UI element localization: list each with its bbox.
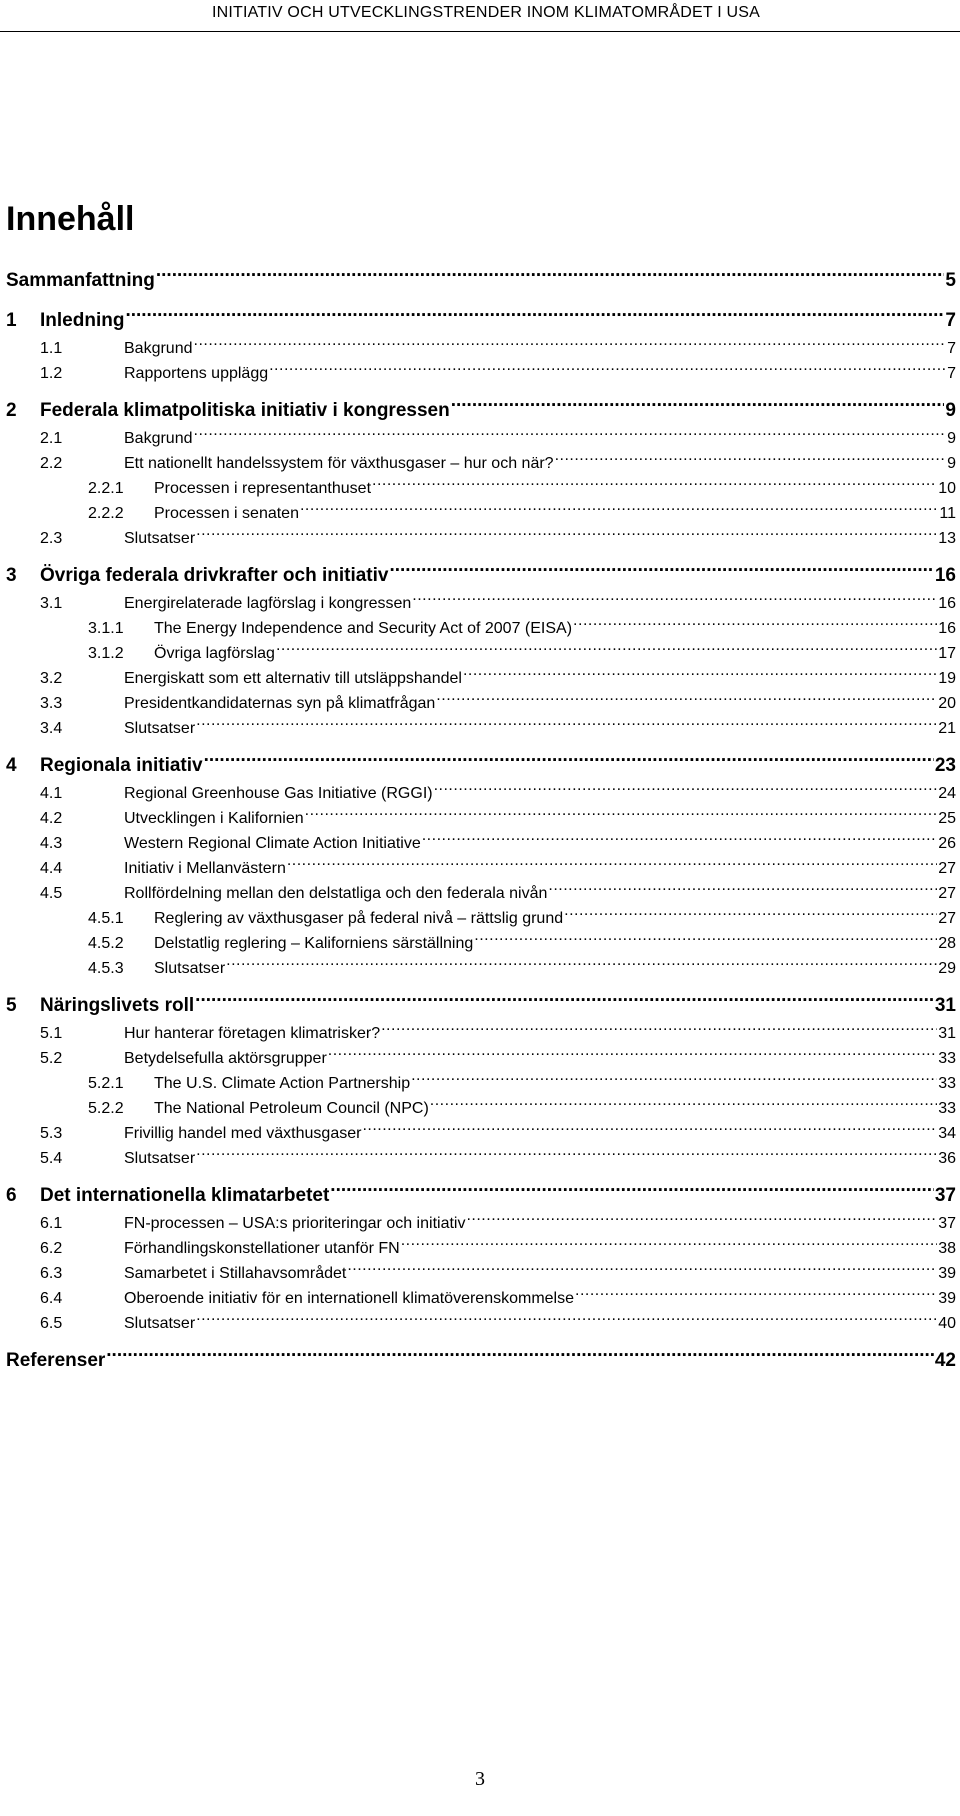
toc-entry-number: 6.4 xyxy=(40,1290,63,1307)
toc-entry-page: 9 xyxy=(947,430,956,447)
toc-entry-title: Energirelaterade lagförslag i kongressen xyxy=(124,595,412,612)
toc-entry-number: 2 xyxy=(6,400,17,421)
toc-entry-title: The Energy Independence and Security Act of 2007 (EISA) xyxy=(154,620,573,637)
toc-entry[interactable] xyxy=(6,1286,956,1311)
toc-entry-number: 6.2 xyxy=(40,1240,63,1257)
toc-entry[interactable] xyxy=(6,991,956,1021)
toc-dot-leader xyxy=(196,527,937,543)
toc-heading: Innehåll xyxy=(6,200,135,238)
toc-entry[interactable] xyxy=(6,1096,956,1121)
toc-entry-page: 24 xyxy=(938,785,956,802)
page-number: 3 xyxy=(475,1768,485,1790)
toc-dot-leader xyxy=(463,667,937,683)
toc-entry-page: 33 xyxy=(938,1100,956,1117)
toc-entry-title: Slutsatser xyxy=(124,1315,196,1332)
toc-entry-page: 16 xyxy=(938,620,956,637)
toc-entry-page: 29 xyxy=(938,960,956,977)
toc-entry-page: 37 xyxy=(938,1215,956,1232)
toc-entry-number: 4.1 xyxy=(40,785,63,802)
toc-entry-title: Betydelsefulla aktörsgrupper xyxy=(124,1050,327,1067)
toc-entry-title: Referenser xyxy=(6,1350,106,1371)
toc-entry-title: Utvecklingen i Kalifornien xyxy=(124,810,304,827)
toc-entry-number: 1.1 xyxy=(40,340,63,357)
toc-entry-number: 1.2 xyxy=(40,365,63,382)
toc-entry-title: Rapportens upplägg xyxy=(124,365,269,382)
toc-entry-number: 5.4 xyxy=(40,1150,63,1167)
toc-entry-title: Regionala initiativ xyxy=(40,755,203,776)
toc-entry-page: 5 xyxy=(945,270,956,291)
toc-entry[interactable] xyxy=(6,1121,956,1146)
toc-entry-title: Federala klimatpolitiska initiativ i kongressen xyxy=(40,400,450,421)
toc-entry-page: 20 xyxy=(938,695,956,712)
toc-dot-leader xyxy=(362,1122,937,1138)
toc-entry-page: 39 xyxy=(938,1290,956,1307)
toc-entry-title: Slutsatser xyxy=(124,1150,196,1167)
page-header xyxy=(0,0,960,31)
toc-entry[interactable] xyxy=(6,666,956,691)
toc-dot-leader xyxy=(226,957,937,973)
toc-entry-page: 11 xyxy=(939,505,956,522)
toc-entry-title: Western Regional Climate Action Initiative xyxy=(124,835,421,852)
toc-entry-page: 10 xyxy=(938,480,956,497)
toc-entry[interactable] xyxy=(6,476,956,501)
toc-entry-page: 33 xyxy=(938,1075,956,1092)
toc-entry[interactable] xyxy=(6,1181,956,1211)
toc-entry-number: 4 xyxy=(6,755,17,776)
toc-dot-leader xyxy=(194,337,947,353)
toc-entry[interactable] xyxy=(6,931,956,956)
toc-entry[interactable] xyxy=(6,1311,956,1336)
toc-entry-number: 4.4 xyxy=(40,860,63,877)
toc-entry-number: 4.5.2 xyxy=(88,935,124,952)
toc-entry-number: 2.2.2 xyxy=(88,505,124,522)
toc-entry-number: 4.5.1 xyxy=(88,910,124,927)
toc-entry-page: 7 xyxy=(945,310,956,331)
toc-dot-leader xyxy=(548,882,937,898)
toc-dot-leader xyxy=(156,267,945,286)
toc-entry-number: 3.4 xyxy=(40,720,63,737)
toc-entry-number: 5.2 xyxy=(40,1050,63,1067)
toc-entry-number: 1 xyxy=(6,310,17,331)
toc-entry[interactable] xyxy=(6,1346,956,1376)
toc-entry-title: Processen i senaten xyxy=(154,505,299,522)
toc-entry-page: 36 xyxy=(938,1150,956,1167)
toc-entry-page: 19 xyxy=(938,670,956,687)
toc-dot-leader xyxy=(269,362,946,378)
toc-entry-title: Samarbetet i Stillahavsområdet xyxy=(124,1265,347,1282)
toc-entry-page: 17 xyxy=(938,645,956,662)
toc-entry[interactable] xyxy=(6,1021,956,1046)
toc-entry-title: Inledning xyxy=(40,310,125,331)
toc-dot-leader xyxy=(422,832,937,848)
toc-entry-title: Näringslivets roll xyxy=(40,995,195,1016)
toc-dot-leader xyxy=(328,1047,937,1063)
toc-entry-page: 25 xyxy=(938,810,956,827)
toc-entry-page: 27 xyxy=(938,860,956,877)
toc-entry-title: Bakgrund xyxy=(124,340,193,357)
toc-entry-title: Rollfördelning mellan den delstatliga och den federala nivån xyxy=(124,885,548,902)
toc-entry-page: 28 xyxy=(938,935,956,952)
toc-entry-number: 4.5.3 xyxy=(88,960,124,977)
toc-entry-page: 34 xyxy=(938,1125,956,1142)
toc-entry[interactable] xyxy=(6,1071,956,1096)
table-of-contents xyxy=(6,266,956,1376)
toc-entry-page: 26 xyxy=(938,835,956,852)
toc-entry-number: 2.2 xyxy=(40,455,63,472)
toc-entry-title: Bakgrund xyxy=(124,430,193,447)
toc-dot-leader xyxy=(474,932,937,948)
toc-entry-page: 21 xyxy=(938,720,956,737)
toc-entry[interactable] xyxy=(6,781,956,806)
toc-entry-title: Regional Greenhouse Gas Initiative (RGGI) xyxy=(124,785,433,802)
toc-entry-page: 33 xyxy=(938,1050,956,1067)
toc-entry[interactable] xyxy=(6,1261,956,1286)
toc-entry-page: 16 xyxy=(934,565,956,586)
toc-entry-title: Förhandlingskonstellationer utanför FN xyxy=(124,1240,400,1257)
toc-entry-page: 9 xyxy=(947,455,956,472)
toc-entry[interactable] xyxy=(6,426,956,451)
toc-entry-title: Delstatlig reglering – Kaliforniens särställning xyxy=(154,935,474,952)
toc-entry[interactable] xyxy=(6,806,956,831)
toc-entry-number: 5.1 xyxy=(40,1025,63,1042)
toc-entry-page: 38 xyxy=(938,1240,956,1257)
toc-entry-page: 7 xyxy=(947,340,956,357)
toc-dot-leader xyxy=(430,1097,937,1113)
toc-entry-number: 2.2.1 xyxy=(88,480,124,497)
toc-entry-number: 3.3 xyxy=(40,695,63,712)
toc-entry[interactable] xyxy=(6,641,956,666)
toc-entry-page: 27 xyxy=(938,885,956,902)
toc-entry-number: 3.1 xyxy=(40,595,63,612)
toc-dot-leader xyxy=(196,1147,937,1163)
toc-dot-leader xyxy=(389,562,933,581)
toc-entry-number: 6.3 xyxy=(40,1265,63,1282)
toc-entry-page: 23 xyxy=(934,755,956,776)
toc-entry-page: 40 xyxy=(938,1315,956,1332)
toc-entry[interactable] xyxy=(6,501,956,526)
toc-entry-number: 4.2 xyxy=(40,810,63,827)
toc-entry-title: Slutsatser xyxy=(124,720,196,737)
toc-dot-leader xyxy=(434,782,938,798)
toc-dot-leader xyxy=(436,692,937,708)
toc-dot-leader xyxy=(276,642,937,658)
toc-dot-leader xyxy=(300,502,938,518)
toc-dot-leader xyxy=(573,617,937,633)
toc-entry-title: Initiativ i Mellanvästern xyxy=(124,860,286,877)
toc-entry[interactable] xyxy=(6,691,956,716)
toc-dot-leader xyxy=(106,1347,934,1366)
toc-entry-title: Ett nationellt handelssystem för växthusgaser – hur och när? xyxy=(124,455,554,472)
toc-entry-title: Presidentkandidaternas syn på klimatfrågan xyxy=(124,695,436,712)
toc-entry-page: 37 xyxy=(934,1185,956,1206)
toc-entry-title: Slutsatser xyxy=(124,530,196,547)
toc-dot-leader xyxy=(194,427,947,443)
toc-entry-page: 42 xyxy=(934,1350,956,1371)
toc-entry[interactable] xyxy=(6,361,956,386)
toc-entry-title: FN-processen – USA:s prioriteringar och initiativ xyxy=(124,1215,466,1232)
toc-entry-page: 31 xyxy=(938,1025,956,1042)
toc-entry-page: 27 xyxy=(938,910,956,927)
toc-entry[interactable] xyxy=(6,831,956,856)
toc-entry-number: 3.2 xyxy=(40,670,63,687)
toc-entry-title: The National Petroleum Council (NPC) xyxy=(154,1100,429,1117)
toc-dot-leader xyxy=(195,992,934,1011)
toc-entry[interactable] xyxy=(6,526,956,551)
toc-entry-page: 31 xyxy=(934,995,956,1016)
toc-entry[interactable] xyxy=(6,561,956,591)
toc-entry[interactable] xyxy=(6,856,956,881)
toc-dot-leader xyxy=(451,397,945,416)
toc-entry-number: 4.3 xyxy=(40,835,63,852)
toc-entry[interactable] xyxy=(6,616,956,641)
toc-dot-leader xyxy=(466,1212,937,1228)
toc-entry-title: Frivillig handel med växthusgaser xyxy=(124,1125,362,1142)
toc-dot-leader xyxy=(305,807,938,823)
toc-entry-number: 2.1 xyxy=(40,430,63,447)
toc-dot-leader xyxy=(381,1022,937,1038)
toc-entry-page: 9 xyxy=(945,400,956,421)
toc-entry[interactable] xyxy=(6,266,956,296)
toc-entry[interactable] xyxy=(6,306,956,336)
toc-entry[interactable] xyxy=(6,751,956,781)
toc-entry-title: Slutsatser xyxy=(154,960,226,977)
toc-entry-title: Övriga lagförslag xyxy=(154,645,275,662)
toc-dot-leader xyxy=(330,1182,934,1201)
toc-entry-number: 5.2.2 xyxy=(88,1100,124,1117)
toc-dot-leader xyxy=(412,592,937,608)
toc-entry[interactable] xyxy=(6,451,956,476)
toc-dot-leader xyxy=(411,1072,937,1088)
toc-entry-number: 3.1.1 xyxy=(88,620,124,637)
toc-dot-leader xyxy=(196,717,937,733)
toc-entry[interactable] xyxy=(6,716,956,741)
header-rule xyxy=(0,31,960,32)
toc-entry[interactable] xyxy=(6,881,956,906)
toc-entry-number: 5.2.1 xyxy=(88,1075,124,1092)
toc-entry-page: 13 xyxy=(938,530,956,547)
toc-entry-title: Det internationella klimatarbetet xyxy=(40,1185,330,1206)
toc-entry[interactable] xyxy=(6,396,956,426)
toc-entry-number: 5.3 xyxy=(40,1125,63,1142)
toc-entry-title: The U.S. Climate Action Partnership xyxy=(154,1075,411,1092)
toc-entry-number: 6.5 xyxy=(40,1315,63,1332)
toc-entry[interactable] xyxy=(6,906,956,931)
toc-dot-leader xyxy=(287,857,937,873)
toc-entry-title: Reglering av växthusgaser på federal nivå – rättslig grund xyxy=(154,910,564,927)
toc-dot-leader xyxy=(372,477,937,493)
toc-entry-title: Energiskatt som ett alternativ till utsläppshandel xyxy=(124,670,462,687)
toc-dot-leader xyxy=(401,1237,938,1253)
toc-dot-leader xyxy=(196,1312,937,1328)
toc-dot-leader xyxy=(555,452,947,468)
toc-dot-leader xyxy=(347,1262,937,1278)
toc-dot-leader xyxy=(204,752,934,771)
running-header: INITIATIV OCH UTVECKLINGSTRENDER INOM KLIMATOMRÅDET I USA xyxy=(211,4,760,21)
toc-entry-page: 7 xyxy=(947,365,956,382)
toc-entry-number: 2.3 xyxy=(40,530,63,547)
toc-entry-page: 16 xyxy=(938,595,956,612)
toc-entry-number: 5 xyxy=(6,995,17,1016)
toc-entry-title: Sammanfattning xyxy=(6,270,155,291)
toc-entry-title: Övriga federala drivkrafter och initiativ xyxy=(40,565,389,586)
toc-entry-number: 4.5 xyxy=(40,885,63,902)
toc-entry-number: 6.1 xyxy=(40,1215,63,1232)
toc-entry[interactable] xyxy=(6,956,956,981)
toc-dot-leader xyxy=(575,1287,937,1303)
toc-entry[interactable] xyxy=(6,591,956,616)
toc-dot-leader xyxy=(125,307,944,326)
toc-entry-number: 6 xyxy=(6,1185,17,1206)
toc-entry-title: Hur hanterar företagen klimatrisker? xyxy=(124,1025,381,1042)
toc-dot-leader xyxy=(564,907,937,923)
toc-entry[interactable] xyxy=(6,1046,956,1071)
toc-entry[interactable] xyxy=(6,1236,956,1261)
toc-entry-title: Processen i representanthuset xyxy=(154,480,372,497)
toc-entry[interactable] xyxy=(6,1146,956,1171)
toc-entry-number: 3.1.2 xyxy=(88,645,124,662)
toc-entry-title: Oberoende initiativ för en internationell klimatöverenskommelse xyxy=(124,1290,574,1307)
toc-entry-page: 39 xyxy=(938,1265,956,1282)
toc-entry[interactable] xyxy=(6,1211,956,1236)
toc-entry[interactable] xyxy=(6,336,956,361)
toc-entry-number: 3 xyxy=(6,565,17,586)
